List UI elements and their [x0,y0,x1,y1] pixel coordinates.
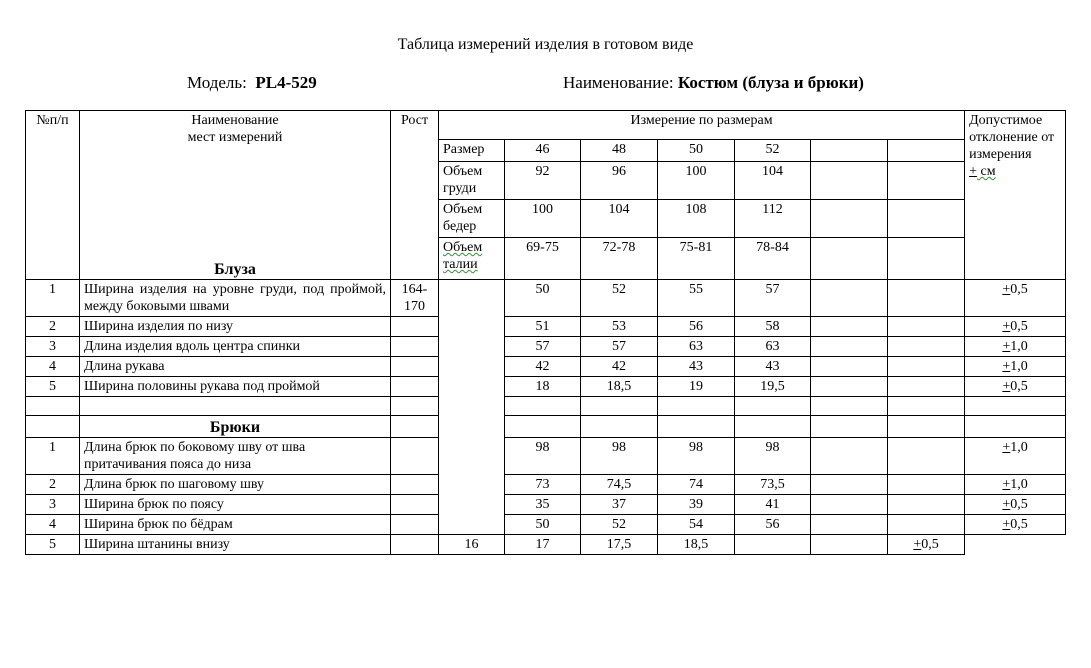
tolerance-number: 1,0 [1010,440,1028,455]
tolerance-value [888,535,965,555]
tolerance-unit: см [976,164,996,179]
col-tolerance-header [965,111,1066,280]
tolerance-value [965,357,1066,377]
size-empty-1 [811,140,888,162]
row-num: 5 [26,377,80,397]
waist-48: 72-78 [581,238,658,280]
tolerance-value [965,317,1066,337]
height-empty [391,495,439,515]
row-num: 1 [26,438,80,475]
model-label: Модель: [187,73,247,92]
empty-cell [505,397,581,416]
size-50: 50 [658,140,735,162]
size-52: 52 [735,140,811,162]
height-empty [391,475,439,495]
empty-cell [391,416,439,438]
row-name: Ширина изделия на уровне груди, под проймой, между боковыми швами [80,280,391,317]
pm-sign: + [1002,477,1011,492]
tolerance-number: 0,5 [1010,282,1028,297]
empty-cell [80,397,391,416]
value-48: 53 [581,317,658,337]
tolerance-value [965,495,1066,515]
value-52: 98 [735,438,811,475]
empty-cell [26,397,80,416]
value-50: 55 [658,280,735,317]
value-46: 16 [439,535,505,555]
pm-sign: + [1002,497,1011,512]
height-empty [391,377,439,397]
waist-empty-1 [811,238,888,280]
document-title: Таблица измерений изделия в готовом виде [397,36,694,53]
value-50: 43 [658,357,735,377]
empty-cell [888,416,965,438]
row-name: Ширина штанины внизу [80,535,391,555]
value-46: 50 [505,515,581,535]
height-empty [391,535,439,555]
blouse-row-3 [26,337,1066,357]
model-line [187,73,317,93]
value-52: 73,5 [735,475,811,495]
value-52: 58 [735,317,811,337]
empty-cell [888,357,965,377]
value-50: 17,5 [581,535,658,555]
trousers-row-4 [26,515,1066,535]
row-num: 3 [26,495,80,515]
pm-sign: + [1002,339,1011,354]
trousers-row-5 [26,535,1066,555]
chest-label: Объем груди [439,162,505,200]
product-name-value: Костюм (блуза и брюки) [677,73,864,92]
empty-cell [811,535,888,555]
empty-cell [888,475,965,495]
empty-cell [888,377,965,397]
size-48: 48 [581,140,658,162]
waist-row [26,238,1066,280]
row-name: Ширина брюк по бёдрам [80,515,391,535]
row-name: Длина брюк по боковому шву от шва притачивания пояса до низа [80,438,391,475]
waist-empty-2 [888,238,965,280]
height-empty [391,515,439,535]
value-50: 19 [658,377,735,397]
empty-cell [658,397,735,416]
tolerance-number: 1,0 [1010,339,1028,354]
product-name-label: Наименование: [563,73,674,92]
col-place-line1: Наименование [191,113,279,128]
empty-cell [888,438,965,475]
value-46: 73 [505,475,581,495]
chest-46: 92 [505,162,581,200]
blouse-row-4 [26,357,1066,377]
value-48: 18,5 [581,377,658,397]
value-48: 98 [581,438,658,475]
blouse-row-5 [26,377,1066,397]
pm-sign: + [1002,359,1011,374]
model-value: PL4-529 [255,73,317,92]
value-48: 52 [581,280,658,317]
value-52: 18,5 [658,535,735,555]
row-name: Длина рукава [80,357,391,377]
tolerance-value [965,337,1066,357]
empty-cell [888,397,965,416]
value-52: 57 [735,280,811,317]
empty-cell [391,397,439,416]
waist-label: Объем талии [439,238,505,280]
value-52: 43 [735,357,811,377]
hips-label: Объем бедер [439,200,505,238]
spacer-row [26,397,1066,416]
value-48: 42 [581,357,658,377]
value-50: 39 [658,495,735,515]
value-48: 17 [505,535,581,555]
value-50: 98 [658,438,735,475]
size-46: 46 [505,140,581,162]
hips-empty-1 [811,200,888,238]
value-46: 18 [505,377,581,397]
tolerance-number: 0,5 [1010,319,1028,334]
value-46: 50 [505,280,581,317]
chest-empty-2 [888,162,965,200]
row-name: Ширина половины рукава под проймой [80,377,391,397]
row-num: 2 [26,475,80,495]
waist-52: 78-84 [735,238,811,280]
height-value: 164-170 [391,280,439,317]
waist-50: 75-81 [658,238,735,280]
value-52: 41 [735,495,811,515]
empty-cell [505,416,581,438]
chest-48: 96 [581,162,658,200]
pm-sign: + [1002,319,1011,334]
value-50: 74 [658,475,735,495]
row-num: 2 [26,317,80,337]
trousers-row-2 [26,475,1066,495]
empty-cell [26,416,80,438]
empty-cell [581,416,658,438]
empty-cell [888,495,965,515]
pm-sign: + [1002,440,1011,455]
empty-cell [888,317,965,337]
empty-cell [581,397,658,416]
height-empty [391,337,439,357]
chest-empty-1 [811,162,888,200]
blouse-row-2 [26,317,1066,337]
col-place-line2: мест измерений [187,130,283,145]
row-num: 4 [26,357,80,377]
value-48: 37 [581,495,658,515]
row-num: 1 [26,280,80,317]
value-52: 63 [735,337,811,357]
empty-cell [811,397,888,416]
empty-cell [735,535,811,555]
pm-sign: + [1002,282,1011,297]
col-place-header [80,111,391,238]
waist-46: 69-75 [505,238,581,280]
value-46: 98 [505,438,581,475]
hips-48: 104 [581,200,658,238]
hips-46: 100 [505,200,581,238]
row-name: Длина брюк по шаговому шву [80,475,391,495]
row-name: Ширина изделия по низу [80,317,391,337]
hips-52: 112 [735,200,811,238]
hips-50: 108 [658,200,735,238]
empty-cell [811,317,888,337]
chest-50: 100 [658,162,735,200]
size-label: Размер [439,140,505,162]
trousers-row-3 [26,495,1066,515]
header-row [26,111,1066,140]
pm-sign: + [913,537,922,552]
height-empty [391,438,439,475]
blouse-row-1 [26,280,1066,317]
tolerance-pm: + [969,164,977,179]
empty-cell [888,280,965,317]
tolerance-value [965,438,1066,475]
tolerance-number: 0,5 [1010,497,1028,512]
tolerance-value [965,280,1066,317]
empty-cell [888,515,965,535]
tolerance-number: 0,5 [1010,379,1028,394]
empty-cell [811,475,888,495]
empty-cell [811,438,888,475]
empty-cell [735,397,811,416]
tolerance-text: Допустимое отклонение от измерения [969,113,1055,162]
value-50: 54 [658,515,735,535]
empty-cell [811,515,888,535]
pm-sign: + [1002,379,1011,394]
tolerance-number: 0,5 [1010,517,1028,532]
row-name: Длина изделия вдоль центра спинки [80,337,391,357]
col-sizes-header: Измерение по размерам [439,111,965,140]
tolerance-number: 0,5 [921,537,939,552]
trousers-section-title: Брюки [80,416,391,438]
value-46: 57 [505,337,581,357]
empty-cell [965,416,1066,438]
col-num-header: №п/п [26,111,80,280]
empty-cell [965,397,1066,416]
tolerance-value [965,515,1066,535]
empty-cell [811,495,888,515]
hips-empty-2 [888,200,965,238]
height-empty [391,357,439,377]
empty-cell [888,337,965,357]
col-height-header: Рост [391,111,439,280]
size-empty-2 [888,140,965,162]
tolerance-number: 1,0 [1010,477,1028,492]
row-num: 4 [26,515,80,535]
empty-cell [811,416,888,438]
value-50: 56 [658,317,735,337]
value-46: 35 [505,495,581,515]
empty-cell [735,416,811,438]
value-50: 63 [658,337,735,357]
blouse-section-title: Блуза [80,238,391,280]
row-num: 5 [26,535,80,555]
chest-52: 104 [735,162,811,200]
size-label-column-blank [439,280,505,535]
row-name: Ширина брюк по поясу [80,495,391,515]
pm-sign: + [1002,517,1011,532]
empty-cell [811,377,888,397]
product-name-line [563,73,864,93]
value-46: 42 [505,357,581,377]
empty-cell [658,416,735,438]
measurements-table [25,110,1066,555]
tolerance-number: 1,0 [1010,359,1028,374]
value-46: 51 [505,317,581,337]
height-empty [391,317,439,337]
value-48: 52 [581,515,658,535]
empty-cell [811,337,888,357]
tolerance-value [965,475,1066,495]
tolerance-value [965,377,1066,397]
empty-cell [811,357,888,377]
row-num: 3 [26,337,80,357]
trousers-title-row [26,416,1066,438]
value-52: 56 [735,515,811,535]
value-48: 74,5 [581,475,658,495]
value-48: 57 [581,337,658,357]
value-52: 19,5 [735,377,811,397]
empty-cell [811,280,888,317]
trousers-row-1 [26,438,1066,475]
